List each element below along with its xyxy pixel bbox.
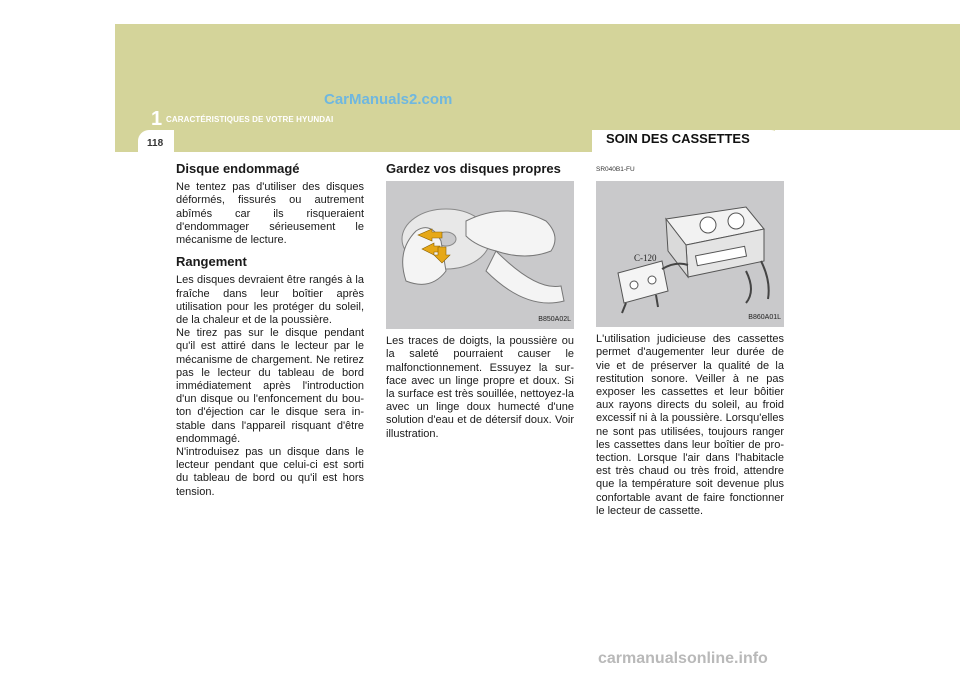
heading-damaged-disc: Disque endommagé bbox=[176, 161, 300, 176]
chapter-number: 1 bbox=[151, 108, 163, 130]
section-title: SOIN DES CASSETTES bbox=[606, 131, 750, 146]
figure-code-b850: B850A02L bbox=[538, 316, 571, 323]
column-3 bbox=[596, 162, 784, 518]
figure-disc-cleaning bbox=[386, 181, 574, 329]
reference-code: SR040B1-FU bbox=[596, 166, 635, 173]
disc-cleaning-illustration bbox=[386, 181, 574, 329]
paragraph-damaged-disc: Ne tentez pas d'utiliser des disques déformés, fissurés ou autrement abîmés car ils risqueraient d'endommager sérieusement le mécanisme de lecture. bbox=[176, 181, 364, 247]
heading-clean-discs: Gardez vos disques propres bbox=[386, 161, 561, 176]
page-number: 118 bbox=[147, 138, 164, 149]
figure-cassette-care bbox=[596, 181, 784, 327]
column-1 bbox=[176, 162, 364, 499]
figure-code-b860: B860A01L bbox=[748, 314, 781, 321]
paragraph-clean-discs: Les traces de doigts, la poussière ou la saleté pourraient causer le malfonctionnement. Essuyez la sur-face avec un linge propre et doux. Si la surface est très souillée, nettoyez-la avec un linge doux humecté d'une solution d'eau et de détersif doux. Voir illustration. bbox=[386, 335, 574, 440]
chapter-title: CARACTÉRISTIQUES DE VOTRE HYUNDAI bbox=[166, 115, 334, 124]
column-2 bbox=[386, 162, 574, 441]
heading-storage: Rangement bbox=[176, 254, 247, 270]
watermark-top[interactable]: CarManuals2.com bbox=[324, 91, 453, 108]
cassette-label: C-120 bbox=[634, 253, 657, 264]
cassette-care-illustration bbox=[596, 181, 784, 327]
paragraph-storage-2: Ne tirez pas sur le disque pendant qu'il est attiré dans le lecteur par le mécanisme de chargement. Ne retirez pas le lecteur du tableau de bord immédiatement après l'introduction d'un disque ou l'enfoncement du bou-ton d'éjection car le disque sera in-stable dans l'appareil risquant d'être endommagé. bbox=[176, 327, 364, 445]
paragraph-storage-3: N'introduisez pas un disque dans le lecteur pendant que celui-ci est sorti du tableau de bord ou qu'il est hors tension. bbox=[176, 446, 364, 498]
watermark-bottom[interactable]: carmanualsonline.info bbox=[598, 650, 768, 667]
paragraph-cassette-care: L'utilisation judicieuse des cassettes permet d'augementer leur durée de vie et de préserver la qualité de la restitution sonore. Veiller à ne pas exposer les cassettes et leur bôitier aux rayons directs du soleil, au froid excessif ni à la poussière. Lorsqu'elles ne sont pas utilisées, toujours ranger les cassettes dans leur boîtier de pro-tection. Lorsque l'air dans l'habitacle est très chaud ou très froid, attendre que la température soit devenue plus confortable avant de faire fonctionner le lecteur de cassette. bbox=[596, 333, 784, 517]
paragraph-storage-1: Les disques devraient être rangés à la fraîche dans leur boîtier après utilisation pour les protéger du soleil, de la chaleur et de la poussière. bbox=[176, 274, 364, 327]
